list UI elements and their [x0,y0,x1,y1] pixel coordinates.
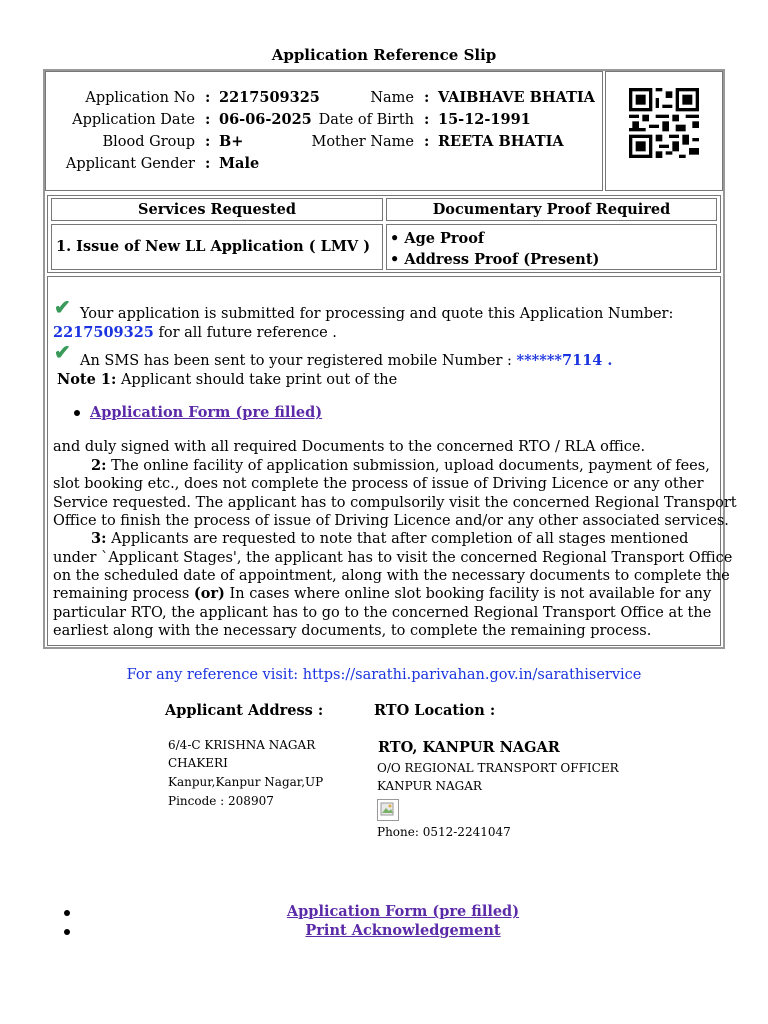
app-number-highlight: 2217509325 [53,324,154,341]
note3-text: Applicants are requested to note that after completion of all stages mentioned [111,531,689,547]
note1-text: Applicant should take print out of the [120,372,398,388]
note1-label: Note 1: [57,371,117,388]
note2-line [91,457,710,476]
qr-code-icon [629,88,699,158]
page-title: Application Reference Slip [271,46,497,64]
colon: : [205,89,211,106]
qr-box [605,71,723,191]
application-date-label: Application Date [72,112,195,128]
remaining-pre: remaining process [53,586,190,602]
future-ref-line [53,324,337,343]
service-name: 1. Issue of New LL Application ( LMV ) [56,238,371,255]
colon: : [424,89,430,106]
proof-item: • Address Proof (Present) [390,251,600,268]
note-line: particular RTO, the applicant has to go to the concerned Regional Transport Office at the [53,605,712,621]
note2-num: 2: [91,457,107,474]
application-date-value: 06-06-2025 [219,111,312,128]
sms-text: An SMS has been sent to your registered mobile Number : [80,353,512,369]
address-line: CHAKERI [168,756,228,770]
mobile-number: ******7114 . [516,352,613,369]
colon: : [424,133,430,150]
note-line: under `Applicant Stages', the applicant has to visit the concerned Regional Transport Office [53,550,733,566]
check-icon: ✔ [54,340,71,364]
colon: : [424,111,430,128]
proof-header: Documentary Proof Required [386,198,717,221]
note2-text: The online facility of application submission, upload documents, payment of fees, [111,458,710,474]
reference-url: For any reference visit: https://sarathi.parivahan.gov.in/sarathiservice [126,667,642,683]
remaining-line [53,585,711,604]
note-line: and duly signed with all required Documents to the concerned RTO / RLA office. [53,439,646,455]
address-line: Kanpur,Kanpur Nagar,UP [168,775,324,789]
name-label: Name [370,90,414,106]
application-no-label: Application No [85,90,195,106]
note3-num: 3: [91,530,107,547]
services-header: Services Requested [51,198,383,221]
proof-item: • Age Proof [390,230,485,247]
check-icon: ✔ [54,295,71,319]
gender-value: Male [219,155,260,172]
rto-label: RTO Location : [374,702,496,719]
sms-line [80,352,612,371]
application-no-value: 2217509325 [219,89,320,106]
note-line: Service requested. The applicant has to compulsorily visit the concerned Regional Transport [53,495,737,511]
address-line: 6/4-C KRISHNA NAGAR [168,738,316,752]
rto-line: KANPUR NAGAR [377,779,482,793]
note-line: earliest along with the necessary documents, to complete the remaining process. [53,623,652,639]
note-line: on the scheduled date of appointment, along with the necessary documents to complete the [53,568,730,584]
note3-line [91,530,688,549]
gender-label: Applicant Gender [65,156,195,172]
broken-image-icon [377,799,399,821]
colon: : [205,111,211,128]
or-text: (or) [193,585,225,602]
remaining-post: In cases where online slot booking facility is not available for any [229,586,712,602]
colon: : [205,133,211,150]
service-cell [51,224,383,270]
address-label: Applicant Address : [165,702,324,719]
bullet-icon [74,410,80,416]
dob-value: 15-12-1991 [438,111,531,128]
blood-group-value: B+ [219,133,244,150]
note-line: slot booking etc., does not complete the process of issue of Driving Licence or any other [53,476,704,492]
address-line: Pincode : 208907 [168,794,274,808]
mother-name-value: REETA BHATIA [438,133,564,150]
dob-label: Date of Birth [318,112,414,128]
mother-name-label: Mother Name [311,134,414,150]
note1-line [57,371,397,390]
future-ref-text: for all future reference . [158,325,337,341]
colon: : [205,155,211,172]
name-value: VAIBHAVE BHATIA [438,89,595,106]
rto-line: O/O REGIONAL TRANSPORT OFFICER [377,761,619,775]
blood-group-label: Blood Group [102,134,195,150]
submitted-text: Your application is submitted for processing and quote this Application Number: [80,306,674,322]
print-acknowledgement-link[interactable]: Print Acknowledgement [305,922,501,939]
application-form-link[interactable]: Application Form (pre filled) [90,404,323,421]
rto-name: RTO, KANPUR NAGAR [378,739,560,756]
footer-application-form-link[interactable]: Application Form (pre filled) [286,903,520,920]
proof-cell [386,224,717,270]
rto-phone: Phone: 0512-2241047 [377,825,511,839]
note-line: Office to finish the process of issue of Driving Licence and/or any other associated services. [53,513,729,529]
